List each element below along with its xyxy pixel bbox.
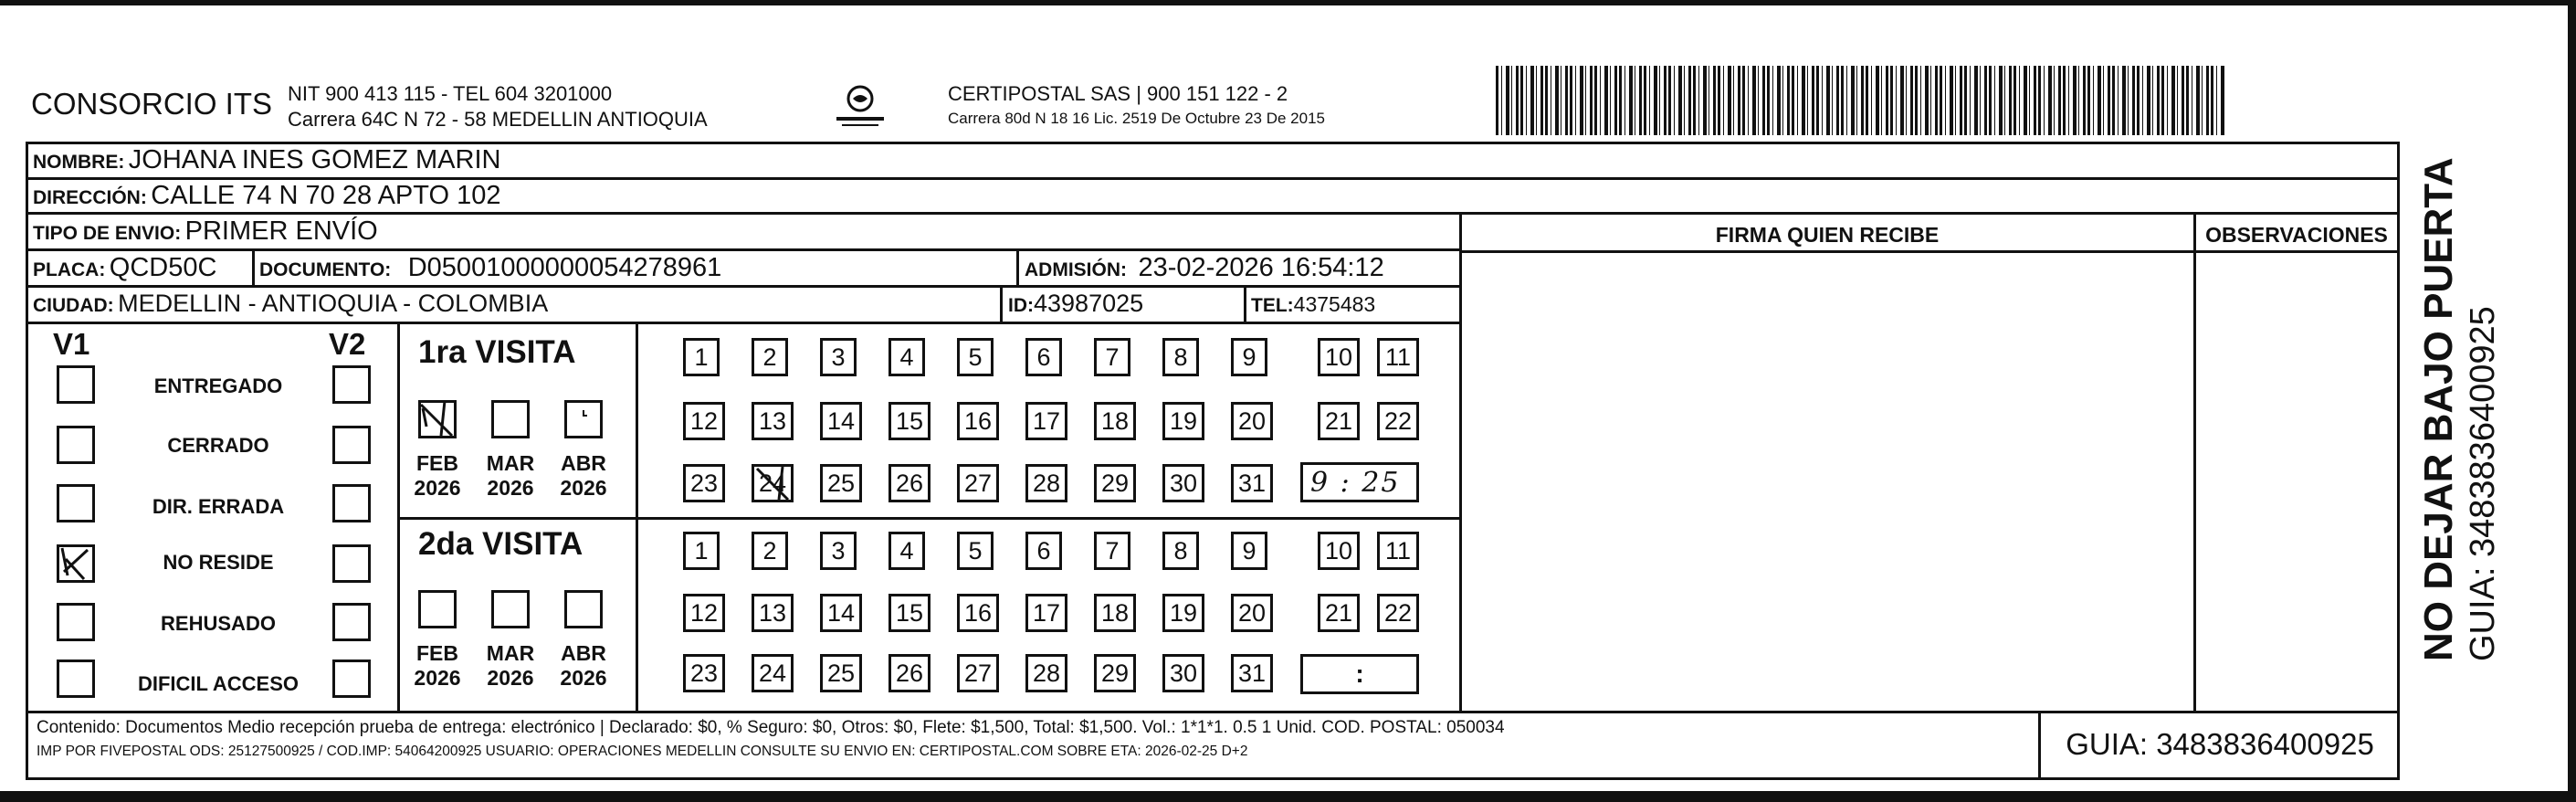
v1-checkbox-cerrado[interactable] (57, 426, 95, 464)
imp-text: IMP POR FIVEPOSTAL ODS: 25127500925 / COD.IMP: 54064200925 USUARIO: OPERACIONES MEDELLIN CONSULTE SU ENVIO EN: CERTIPOSTAL.COM SOBRE ETA: 2026-02-25 D+2 (37, 744, 1248, 759)
option-dificil-acceso: DIFICIL ACCESO (137, 672, 299, 695)
month-year: 2026 (487, 666, 534, 690)
first-month-box-mar[interactable] (491, 400, 530, 438)
col-rule (252, 248, 255, 285)
second-visit-day-2[interactable]: 2 (752, 532, 788, 570)
month-name: FEB (416, 641, 458, 665)
second-visit-day-7[interactable]: 7 (1094, 532, 1130, 570)
ciudad-cell (33, 290, 548, 318)
second-month-feb (409, 641, 466, 691)
tel-label: TEL: (1251, 295, 1294, 316)
admision-label: ADMISIÓN: (1025, 259, 1127, 280)
second-visit-day-14[interactable]: 14 (820, 594, 862, 632)
first-visit-day-6[interactable]: 6 (1025, 338, 1062, 376)
second-visit-day-29[interactable]: 29 (1094, 654, 1136, 692)
v1-checkbox-rehusado[interactable] (57, 603, 95, 641)
first-visit-day-4[interactable]: 4 (888, 338, 925, 376)
second-visit-day-5[interactable]: 5 (957, 532, 994, 570)
col-rule (1000, 285, 1003, 322)
first-visit-day-23[interactable]: 23 (683, 464, 725, 502)
direccion-row (33, 181, 500, 211)
row-rule (26, 322, 1459, 324)
col-rule (397, 322, 400, 711)
pen-mark (567, 403, 600, 436)
handwritten-check-mark (57, 544, 95, 583)
first-visit-day-9[interactable]: 9 (1231, 338, 1267, 376)
row-rule (26, 177, 2400, 180)
first-visit-title: 1ra VISITA (418, 334, 576, 370)
v2-checkbox-cerrado[interactable] (332, 426, 371, 464)
row-rule (397, 517, 1459, 520)
handwritten-time: 9 : 25 (1310, 467, 1401, 499)
first-month-feb (409, 451, 466, 501)
month-name: MAR (486, 641, 535, 665)
second-visit-day-25[interactable]: 25 (820, 654, 862, 692)
first-visit-day-26[interactable]: 26 (888, 464, 931, 502)
second-visit-day-3[interactable]: 3 (820, 532, 857, 570)
first-visit-day-3[interactable]: 3 (820, 338, 857, 376)
first-month-abr (555, 451, 612, 501)
v2-checkbox-dificil-acceso[interactable] (332, 660, 371, 698)
row-rule (1459, 250, 2400, 253)
month-year: 2026 (560, 476, 607, 500)
company-address: Carrera 64C N 72 - 58 MEDELLIN ANTIOQUIA (288, 108, 708, 131)
second-visit-title: 2da VISITA (418, 526, 584, 562)
col-rule (1459, 212, 1462, 711)
first-visit-day-18[interactable]: 18 (1094, 402, 1136, 440)
row-rule (26, 212, 2400, 215)
second-visit-day-27[interactable]: 27 (957, 654, 999, 692)
second-visit-day-12[interactable]: 12 (683, 594, 725, 632)
second-month-box-feb[interactable] (418, 590, 457, 628)
side-guia: GUIA: 3483836400925 (2464, 306, 2502, 661)
row-rule (26, 248, 1459, 251)
ciudad-label: CIUDAD: (33, 295, 114, 316)
month-name: MAR (486, 451, 535, 475)
second-month-box-abr[interactable] (564, 590, 603, 628)
first-month-box-feb[interactable] (418, 400, 457, 438)
first-visit-day-25[interactable]: 25 (820, 464, 862, 502)
second-visit-day-11[interactable]: 11 (1377, 532, 1419, 570)
month-year: 2026 (560, 666, 607, 690)
first-visit-day-19[interactable]: 19 (1162, 402, 1204, 440)
no-dejar-bajo-puerta: NO DEJAR BAJO PUERTA (2416, 157, 2461, 661)
second-visit-day-20[interactable]: 20 (1231, 594, 1273, 632)
option-dir-errada: DIR. ERRADA (152, 495, 285, 518)
option-entregado: ENTREGADO (153, 375, 283, 397)
first-visit-day-17[interactable]: 17 (1025, 402, 1067, 440)
id-cell (1008, 290, 1143, 318)
second-visit-day-1[interactable]: 1 (683, 532, 720, 570)
placa-cell (33, 253, 216, 283)
col-rule (1016, 248, 1019, 285)
v1-checkbox-no-reside[interactable] (57, 544, 95, 583)
footer-guia: GUIA: 3483836400925 (2066, 727, 2374, 761)
second-visit-day-31[interactable]: 31 (1231, 654, 1273, 692)
first-visit-day-24[interactable]: 24 (752, 464, 794, 502)
second-visit-day-22[interactable]: 22 (1377, 594, 1419, 632)
first-visit-day-16[interactable]: 16 (957, 402, 999, 440)
first-visit-day-22[interactable]: 22 (1377, 402, 1419, 440)
month-year: 2026 (414, 476, 461, 500)
first-visit-day-8[interactable]: 8 (1162, 338, 1199, 376)
placa-label: PLACA: (33, 259, 106, 280)
handwritten-check-mark (417, 399, 457, 439)
ciudad-value: MEDELLIN - ANTIOQUIA - COLOMBIA (118, 290, 549, 317)
carrier-name: CERTIPOSTAL SAS | 900 151 122 - 2 (948, 82, 1288, 105)
second-visit-day-15[interactable]: 15 (888, 594, 931, 632)
scan-top-border (0, 0, 2576, 5)
second-visit-day-24[interactable]: 24 (752, 654, 794, 692)
second-visit-day-30[interactable]: 30 (1162, 654, 1204, 692)
second-visit-day-26[interactable]: 26 (888, 654, 931, 692)
handwritten-check-mark (752, 463, 794, 503)
first-visit-day-29[interactable]: 29 (1094, 464, 1136, 502)
second-visit-day-6[interactable]: 6 (1025, 532, 1062, 570)
v1-checkbox-dir-errada[interactable] (57, 484, 95, 522)
v1-checkbox-dificil-acceso[interactable] (57, 660, 95, 698)
second-visit-day-10[interactable]: 10 (1318, 532, 1360, 570)
second-month-mar (482, 641, 539, 691)
month-name: FEB (416, 451, 458, 475)
first-visit-day-15[interactable]: 15 (888, 402, 931, 440)
second-visit-time-box[interactable] (1300, 654, 1419, 694)
first-visit-day-7[interactable]: 7 (1094, 338, 1130, 376)
second-visit-day-21[interactable]: 21 (1318, 594, 1360, 632)
nombre-row (33, 145, 500, 175)
first-visit-day-31[interactable]: 31 (1231, 464, 1273, 502)
tel-value: 4375483 (1293, 292, 1376, 316)
first-visit-day-21[interactable]: 21 (1318, 402, 1360, 440)
tipo-label: TIPO DE ENVIO: (33, 223, 182, 244)
col-rule (636, 322, 638, 711)
first-visit-day-10[interactable]: 10 (1318, 338, 1360, 376)
second-visit-day-17[interactable]: 17 (1025, 594, 1067, 632)
second-visit-day-23[interactable]: 23 (683, 654, 725, 692)
v2-header: V2 (329, 327, 366, 361)
nombre-label: NOMBRE: (33, 152, 125, 173)
direccion-label: DIRECCIÓN: (33, 187, 147, 208)
v2-checkbox-rehusado[interactable] (332, 603, 371, 641)
row-rule (26, 711, 2400, 713)
id-label: ID: (1008, 295, 1034, 316)
scan-bottom-border (0, 791, 2576, 802)
company-nit: NIT 900 413 115 - TEL 604 3201000 (288, 82, 613, 105)
id-value: 43987025 (1034, 290, 1144, 317)
first-visit-day-13[interactable]: 13 (752, 402, 794, 440)
first-visit-day-5[interactable]: 5 (957, 338, 994, 376)
certipostal-logo (833, 80, 888, 135)
first-visit-day-1[interactable]: 1 (683, 338, 720, 376)
option-no-reside: NO RESIDE (163, 551, 274, 574)
tipo-row (33, 216, 378, 247)
first-month-mar (482, 451, 539, 501)
option-rehusado: REHUSADO (161, 612, 276, 635)
scan-right-border (2568, 0, 2576, 802)
documento-label: DOCUMENTO: (259, 259, 392, 280)
contenido-text: Contenido: Documentos Medio recepción prueba de entrega: electrónico | Declarado: $0, % Seguro: $0, Otros: $0, Flete: $1,500, Total: $1,500. Vol.: 1*1*1. 0.5 1 Unid. COD. POSTAL: 050034 (37, 718, 1505, 737)
documento-value: D05001000000054278961 (407, 253, 722, 282)
nombre-value: JOHANA INES GOMEZ MARIN (128, 145, 501, 174)
company-name: CONSORCIO ITS (31, 87, 273, 121)
option-cerrado: CERRADO (167, 434, 269, 457)
tel-cell (1251, 292, 1375, 317)
first-visit-time-box[interactable] (1300, 462, 1419, 502)
second-visit-day-4[interactable]: 4 (888, 532, 925, 570)
second-visit-day-9[interactable]: 9 (1231, 532, 1267, 570)
documento-cell (259, 253, 721, 283)
first-visit-day-11[interactable]: 11 (1377, 338, 1419, 376)
col-rule (1244, 285, 1246, 322)
second-month-box-mar[interactable] (491, 590, 530, 628)
second-visit-day-18[interactable]: 18 (1094, 594, 1136, 632)
side-vertical-text (2415, 150, 2561, 661)
first-visit-day-12[interactable]: 12 (683, 402, 725, 440)
admision-value: 23-02-2026 16:54:12 (1138, 253, 1384, 282)
barcode (1496, 66, 2226, 135)
v2-checkbox-entregado[interactable] (332, 365, 371, 404)
first-visit-day-20[interactable]: 20 (1231, 402, 1273, 440)
first-visit-day-28[interactable]: 28 (1025, 464, 1067, 502)
second-visit-day-28[interactable]: 28 (1025, 654, 1067, 692)
col-rule (2193, 212, 2196, 711)
first-visit-day-30[interactable]: 30 (1162, 464, 1204, 502)
v2-checkbox-no-reside[interactable] (332, 544, 371, 583)
first-month-box-abr[interactable] (564, 400, 603, 438)
carrier-address: Carrera 80d N 18 16 Lic. 2519 De Octubre 23 De 2015 (948, 110, 1325, 127)
month-year: 2026 (414, 666, 461, 690)
month-name: ABR (561, 641, 606, 665)
admision-cell (1025, 253, 1384, 283)
month-name: ABR (561, 451, 606, 475)
tipo-value: PRIMER ENVÍO (184, 216, 378, 246)
placa-value: QCD50C (109, 253, 217, 282)
firma-header: FIRMA QUIEN RECIBE (1715, 223, 1940, 247)
second-visit-day-8[interactable]: 8 (1162, 532, 1199, 570)
v1-checkbox-entregado[interactable] (57, 365, 95, 404)
second-month-abr (555, 641, 612, 691)
direccion-value: CALLE 74 N 70 28 APTO 102 (151, 181, 501, 210)
v1-header: V1 (53, 327, 90, 361)
month-year: 2026 (487, 476, 534, 500)
v2-checkbox-dir-errada[interactable] (332, 484, 371, 522)
second-visit-day-16[interactable]: 16 (957, 594, 999, 632)
second-visit-day-19[interactable]: 19 (1162, 594, 1204, 632)
time-separator: : (1355, 660, 1364, 688)
first-visit-day-27[interactable]: 27 (957, 464, 999, 502)
first-visit-day-2[interactable]: 2 (752, 338, 788, 376)
first-visit-day-14[interactable]: 14 (820, 402, 862, 440)
second-visit-day-13[interactable]: 13 (752, 594, 794, 632)
observaciones-header: OBSERVACIONES (2205, 223, 2388, 247)
